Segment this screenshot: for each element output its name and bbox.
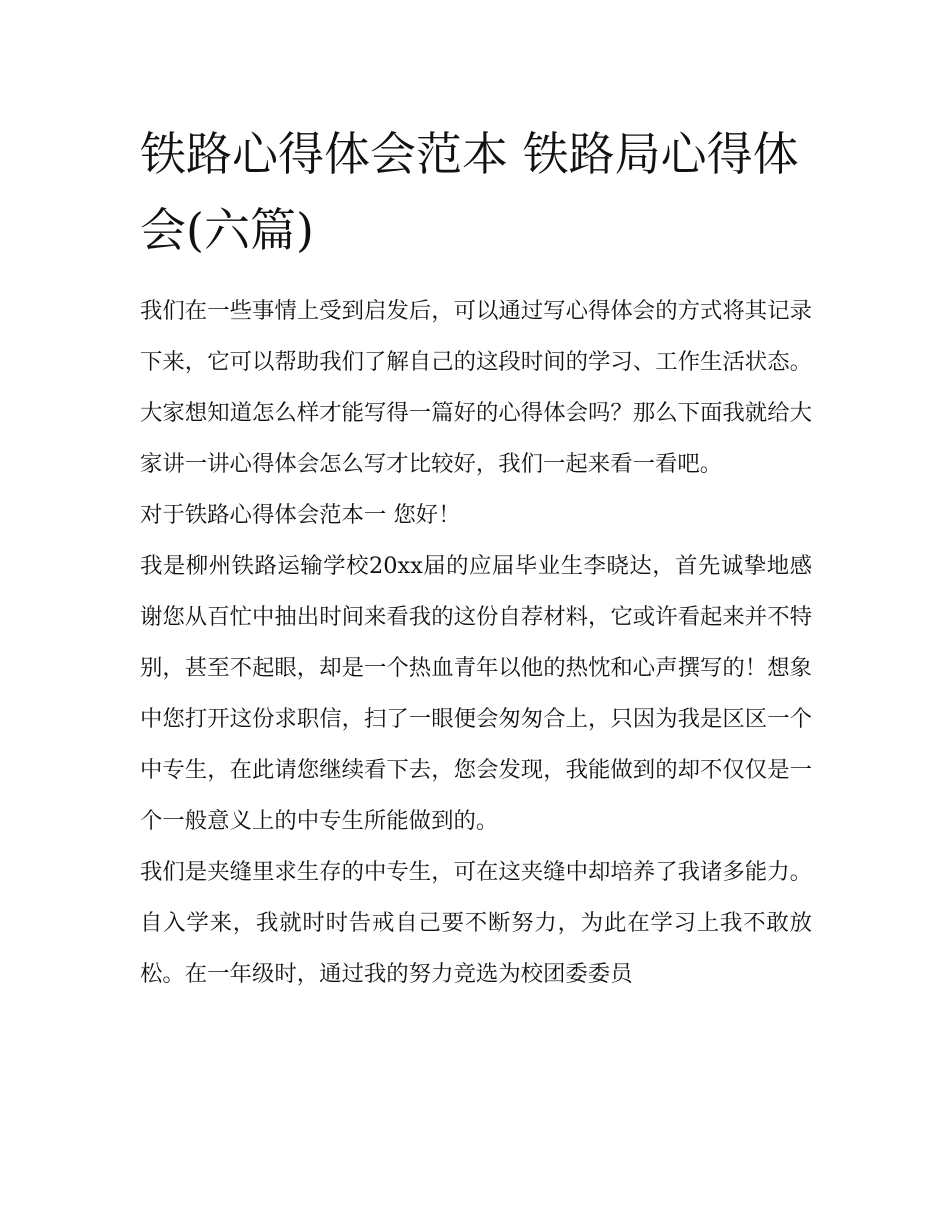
body-paragraph: 我是柳州铁路运输学校20xx届的应届毕业生李晓达，首先诚挚地感谢您从百忙中抽出时间来看我的这份自荐材料，它或许看起来并不特别，甚至不起眼，却是一个热血青年以他的热忱和心声撰写的！想象中您打开这份求职信，扫了一眼便会匆匆合上，只因为我是区区一个中专生，在此请您继续看下去，您会发现，我能做到的却不仅仅是一个一般意义上的中专生所能做到的。 (140, 553, 812, 834)
document-title: 铁路心得体会范本 铁路局心得体会(六篇) (140, 127, 799, 257)
body-paragraph: 我们是夹缝里求生存的中专生，可在这夹缝中却培养了我诸多能力。自入学来，我就时时告戒自己要不断努力，为此在学习上我不敢放松。在一年级时，通过我的努力竞选为校团委委员 (140, 859, 812, 987)
document-content (140, 116, 812, 1000)
document-body (140, 286, 812, 1000)
section-heading-paragraph: 对于铁路心得体会范本一 您好！ (140, 502, 461, 528)
intro-paragraph: 我们在一些事情上受到启发后，可以通过写心得体会的方式将其记录下来，它可以帮助我们了解自己的这段时间的学习、工作生活状态。大家想知道怎么样才能写得一篇好的心得体会吗？那么下面我就给大家讲一讲心得体会怎么写才比较好，我们一起来看一看吧。 (140, 298, 812, 477)
